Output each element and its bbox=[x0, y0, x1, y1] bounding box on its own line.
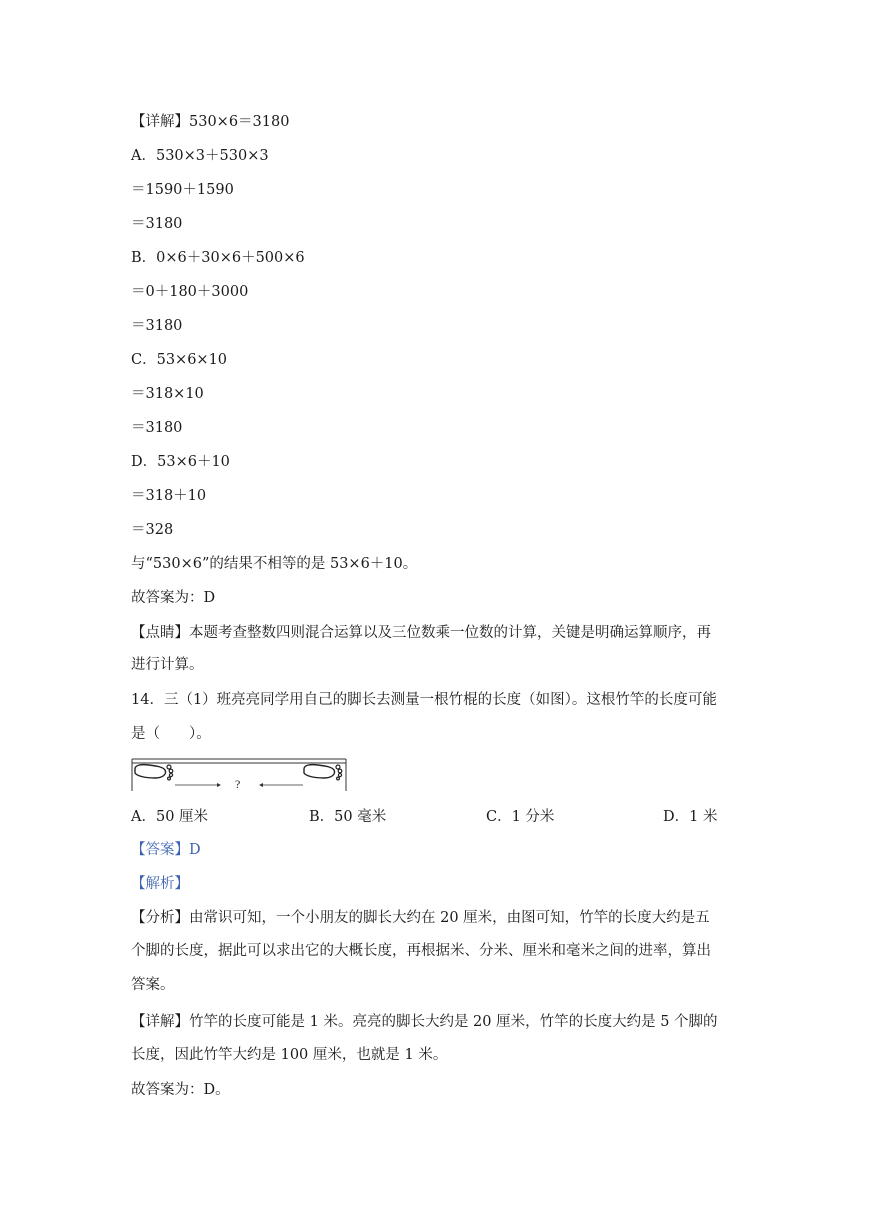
analysis-line: 【分析】由常识可知，一个小朋友的脚长大约在 20 厘米，由图可知，竹竿的长度大约是五 bbox=[131, 910, 710, 926]
text-line: ＝1590＋1590 bbox=[131, 182, 234, 198]
text-line: ＝318×10 bbox=[131, 386, 204, 402]
text-line: 【详解】530×6＝3180 bbox=[131, 114, 290, 130]
option-c[interactable]: C．1 分米 bbox=[486, 809, 555, 825]
text-line: 【点睛】本题考查整数四则混合运算以及三位数乘一位数的计算，关键是明确运算顺序，再 bbox=[131, 625, 711, 641]
text-line: 进行计算。 bbox=[131, 657, 204, 673]
analysis-header: 【解析】 bbox=[131, 876, 189, 892]
answer-label: 【答案】D bbox=[131, 842, 201, 858]
text-line: D．53×6＋10 bbox=[131, 454, 230, 470]
question-line: 14．三（1）班亮亮同学用自己的脚长去测量一根竹棍的长度（如图）。这根竹竿的长度可能 bbox=[131, 692, 717, 708]
question-line: 是（ ）。 bbox=[131, 726, 211, 742]
bamboo-measure-figure bbox=[131, 757, 347, 797]
analysis-line: 【详解】竹竿的长度可能是 1 米。亮亮的脚长大约是 20 厘米，竹竿的长度大约是 5 个脚的 bbox=[131, 1014, 718, 1030]
answer-options bbox=[131, 805, 741, 825]
text-line: B．0×6＋30×6＋500×6 bbox=[131, 250, 305, 266]
analysis-line: 故答案为：D。 bbox=[131, 1082, 230, 1098]
analysis-line: 答案。 bbox=[131, 977, 175, 993]
analysis-line: 个脚的长度，据此可以求出它的大概长度，再根据米、分米、厘米和毫米之间的进率，算出 bbox=[131, 943, 711, 959]
arrow-right-icon bbox=[175, 783, 221, 787]
text-line: ＝318＋10 bbox=[131, 488, 207, 504]
footprint-left-icon bbox=[135, 765, 173, 780]
footprint-right-icon bbox=[304, 765, 342, 780]
option-b[interactable]: B．50 毫米 bbox=[309, 809, 387, 825]
text-line: C．53×6×10 bbox=[131, 352, 228, 368]
text-line: ＝3180 bbox=[131, 216, 183, 232]
option-a[interactable]: A．50 厘米 bbox=[131, 809, 209, 825]
text-line: ＝3180 bbox=[131, 420, 183, 436]
text-line: ＝3180 bbox=[131, 318, 183, 334]
text-line: 故答案为：D bbox=[131, 590, 216, 606]
text-line: ＝0＋180＋3000 bbox=[131, 284, 249, 300]
analysis-line: 长度，因此竹竿大约是 100 厘米，也就是 1 米。 bbox=[131, 1047, 448, 1063]
text-line: 与“530×6”的结果不相等的是 53×6＋10。 bbox=[131, 556, 418, 572]
option-d[interactable]: D．1 米 bbox=[663, 809, 718, 825]
question-mark-label: ? bbox=[235, 777, 241, 791]
text-line: A．530×3＋530×3 bbox=[131, 148, 269, 164]
arrow-left-icon bbox=[259, 783, 303, 787]
text-line: ＝328 bbox=[131, 522, 174, 538]
